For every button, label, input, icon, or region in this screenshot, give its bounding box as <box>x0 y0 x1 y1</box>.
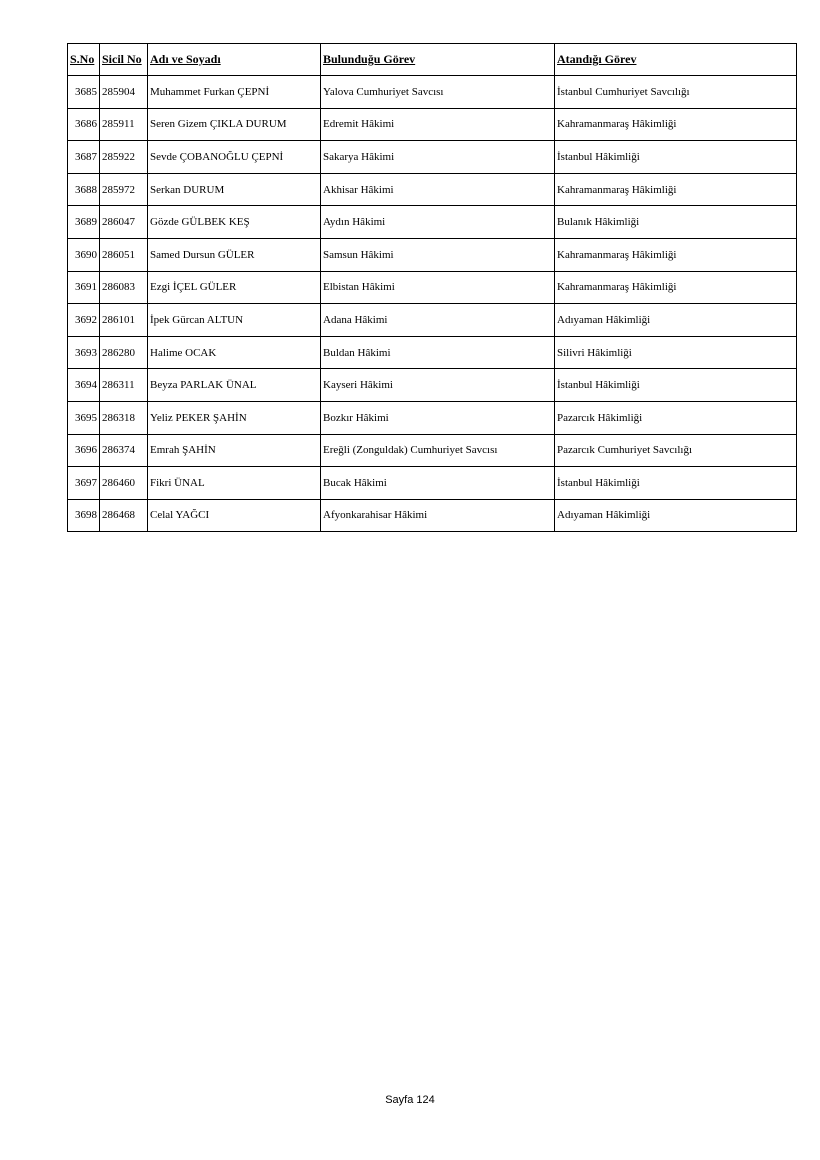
table-row <box>68 467 797 500</box>
table-row <box>68 304 797 337</box>
table-row <box>68 369 797 402</box>
cell-sno: 3696 <box>68 434 100 467</box>
cell-assigned-post: Silivri Hâkimliği <box>555 336 797 369</box>
table-row <box>68 108 797 141</box>
cell-current-post: Ereğli (Zonguldak) Cumhuriyet Savcısı <box>321 434 555 467</box>
cell-sicil-no: 286468 <box>100 499 148 532</box>
cell-sno: 3687 <box>68 141 100 174</box>
cell-name: Sevde ÇOBANOĞLU ÇEPNİ <box>148 141 321 174</box>
cell-name: Yeliz PEKER ŞAHİN <box>148 401 321 434</box>
cell-assigned-post: İstanbul Cumhuriyet Savcılığı <box>555 76 797 109</box>
cell-sicil-no: 285911 <box>100 108 148 141</box>
cell-name: İpek Gürcan ALTUN <box>148 304 321 337</box>
cell-sicil-no: 285972 <box>100 173 148 206</box>
cell-name: Celal YAĞCI <box>148 499 321 532</box>
assignment-table <box>67 43 797 532</box>
cell-name: Serkan DURUM <box>148 173 321 206</box>
cell-sicil-no: 286047 <box>100 206 148 239</box>
cell-sno: 3690 <box>68 238 100 271</box>
cell-current-post: Afyonkarahisar Hâkimi <box>321 499 555 532</box>
cell-name: Beyza PARLAK ÜNAL <box>148 369 321 402</box>
cell-current-post: Samsun Hâkimi <box>321 238 555 271</box>
cell-name: Ezgi İÇEL GÜLER <box>148 271 321 304</box>
cell-sicil-no: 286460 <box>100 467 148 500</box>
table-row <box>68 336 797 369</box>
cell-name: Emrah ŞAHİN <box>148 434 321 467</box>
cell-assigned-post: Pazarcık Hâkimliği <box>555 401 797 434</box>
cell-sno: 3689 <box>68 206 100 239</box>
cell-assigned-post: İstanbul Hâkimliği <box>555 141 797 174</box>
cell-current-post: Edremit Hâkimi <box>321 108 555 141</box>
cell-current-post: Sakarya Hâkimi <box>321 141 555 174</box>
cell-name: Seren Gizem ÇIKLA DURUM <box>148 108 321 141</box>
table-row <box>68 206 797 239</box>
cell-sicil-no: 286374 <box>100 434 148 467</box>
cell-sicil-no: 286083 <box>100 271 148 304</box>
cell-assigned-post: Kahramanmaraş Hâkimliği <box>555 271 797 304</box>
table-row <box>68 271 797 304</box>
cell-name: Halime OCAK <box>148 336 321 369</box>
cell-sicil-no: 285904 <box>100 76 148 109</box>
cell-sicil-no: 286318 <box>100 401 148 434</box>
cell-assigned-post: İstanbul Hâkimliği <box>555 467 797 500</box>
cell-assigned-post: Adıyaman Hâkimliği <box>555 499 797 532</box>
cell-sno: 3686 <box>68 108 100 141</box>
cell-sno: 3698 <box>68 499 100 532</box>
cell-sno: 3685 <box>68 76 100 109</box>
cell-assigned-post: Kahramanmaraş Hâkimliği <box>555 108 797 141</box>
cell-assigned-post: Adıyaman Hâkimliği <box>555 304 797 337</box>
cell-assigned-post: Kahramanmaraş Hâkimliği <box>555 238 797 271</box>
cell-current-post: Kayseri Hâkimi <box>321 369 555 402</box>
cell-sno: 3695 <box>68 401 100 434</box>
table-header-row <box>68 44 797 76</box>
cell-assigned-post: Bulanık Hâkimliği <box>555 206 797 239</box>
cell-sno: 3688 <box>68 173 100 206</box>
table-row <box>68 238 797 271</box>
cell-current-post: Buldan Hâkimi <box>321 336 555 369</box>
cell-current-post: Aydın Hâkimi <box>321 206 555 239</box>
cell-sicil-no: 286101 <box>100 304 148 337</box>
cell-current-post: Bozkır Hâkimi <box>321 401 555 434</box>
table-row <box>68 434 797 467</box>
table-row <box>68 499 797 532</box>
cell-sno: 3691 <box>68 271 100 304</box>
cell-sicil-no: 286280 <box>100 336 148 369</box>
header-current-post: Bulunduğu Görev <box>321 44 555 76</box>
cell-sno: 3694 <box>68 369 100 402</box>
table-body <box>68 76 797 532</box>
table-row <box>68 173 797 206</box>
header-name: Adı ve Soyadı <box>148 44 321 76</box>
cell-sicil-no: 286311 <box>100 369 148 402</box>
cell-sno: 3693 <box>68 336 100 369</box>
cell-assigned-post: Pazarcık Cumhuriyet Savcılığı <box>555 434 797 467</box>
cell-current-post: Adana Hâkimi <box>321 304 555 337</box>
cell-name: Muhammet Furkan ÇEPNİ <box>148 76 321 109</box>
cell-sno: 3697 <box>68 467 100 500</box>
header-assigned-post: Atandığı Görev <box>555 44 797 76</box>
header-sicil-no: Sicil No <box>100 44 148 76</box>
cell-current-post: Bucak Hâkimi <box>321 467 555 500</box>
cell-sno: 3692 <box>68 304 100 337</box>
header-sno: S.No <box>68 44 100 76</box>
cell-assigned-post: İstanbul Hâkimliği <box>555 369 797 402</box>
page-number: Sayfa 124 <box>385 1094 435 1106</box>
cell-current-post: Elbistan Hâkimi <box>321 271 555 304</box>
cell-assigned-post: Kahramanmaraş Hâkimliği <box>555 173 797 206</box>
cell-name: Samed Dursun GÜLER <box>148 238 321 271</box>
cell-name: Fikri ÜNAL <box>148 467 321 500</box>
table-row <box>68 76 797 109</box>
cell-current-post: Akhisar Hâkimi <box>321 173 555 206</box>
cell-sicil-no: 285922 <box>100 141 148 174</box>
cell-sicil-no: 286051 <box>100 238 148 271</box>
table-row <box>68 141 797 174</box>
cell-name: Gözde GÜLBEK KEŞ <box>148 206 321 239</box>
cell-current-post: Yalova Cumhuriyet Savcısı <box>321 76 555 109</box>
table-row <box>68 401 797 434</box>
